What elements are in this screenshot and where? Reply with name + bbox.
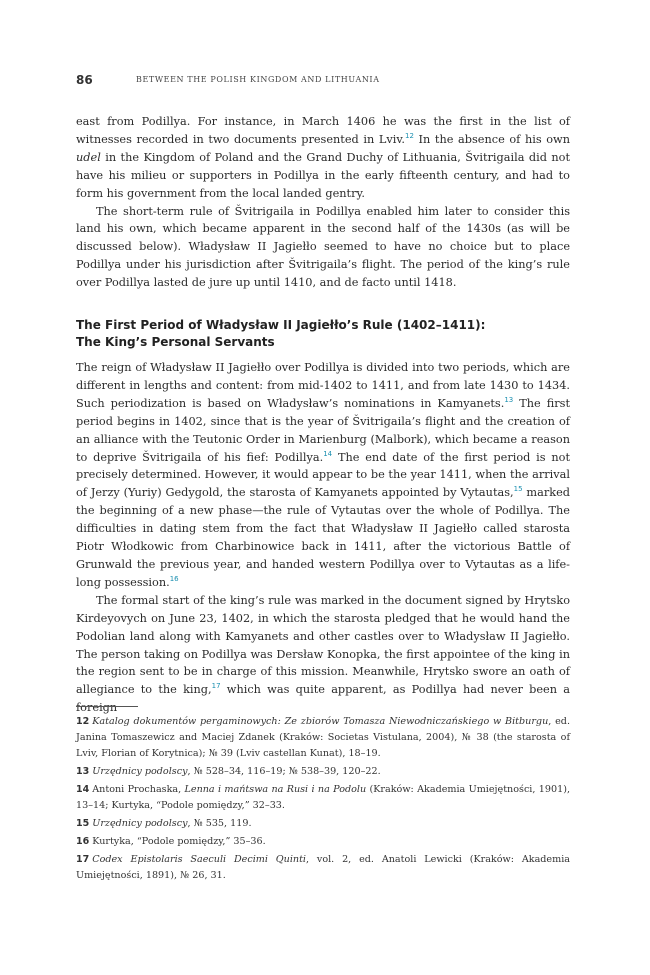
footnote-text: , ed. Janina Tomaszewicz and Maciej Zdanek (Kraków: Societas Vistulana, 2004), № 38 (the starosta of Lviv, Florian of Korytnica); № 39 (Lviv castellan Kunat), 18–19. <box>76 716 570 759</box>
footnote-ref-16[interactable]: 16 <box>169 575 179 584</box>
footnote-ref-14[interactable]: 14 <box>323 449 333 458</box>
heading-line-1: The First Period of Władysław II Jagiełło’s Rule (1402–1411): <box>76 318 486 332</box>
italic-term: udel <box>76 150 101 164</box>
footnote-text: Kurtyka, “Podole pomiędzy,” 35–36. <box>92 836 266 847</box>
footnote-italic: Urzędnicy podolscy <box>92 818 188 829</box>
footnote-number: 16 <box>76 836 90 847</box>
footnote-number: 13 <box>76 766 90 777</box>
paragraph-1 <box>76 113 570 203</box>
paragraph-2: The short-term rule of Švitrigaila in Podillya enabled him later to consider this land his own, which became apparent in the second half of the 1430s (as will be discussed below). Władysław II Jagiełło seemed to have no choice but to place Podillya under his jurisdiction after Švitrigaila’s flight. The period of the king’s rule over Podillya lasted de jure up until 1410, and de facto until 1418. <box>76 204 570 290</box>
footnote-17 <box>76 852 570 884</box>
footnote-italic: Lenna i mańtswa na Rusi i na Podolu <box>184 784 367 795</box>
section-heading <box>76 317 570 351</box>
text-span: east from Podillya. For instance, in March 1406 he was the first in the list of witnesses recorded in two documents presented in Lviv. <box>76 115 570 146</box>
footnote-number: 14 <box>76 784 90 795</box>
footnote-divider <box>76 706 138 707</box>
footnotes <box>76 714 570 886</box>
text-span: The first period begins in 1402, since that is the year of Švitrigaila’s flight and the creation of an alliance with the Teutonic Order in Marienburg (Malbork), which became a reason to deprive Švitrigaila of his fief: Podillya. <box>76 396 571 464</box>
text-span: marked the beginning of a new phase—the rule of Vytautas over the whole of Podillya. The difficulties in dating stem from the fact that Władysław II Jagiełło called starosta Piotr Włodkowic from Charbinowice back in 1411, after the victorious Battle of Grunwald the previous year, and handed western Podillya over to Vytautas as a life-long possession. <box>76 486 570 589</box>
footnote-ref-15[interactable]: 15 <box>513 485 523 494</box>
page-number: 86 <box>76 73 93 87</box>
footnote-number: 15 <box>76 818 90 829</box>
footnote-number: 17 <box>76 854 90 865</box>
footnote-13 <box>76 764 570 780</box>
footnote-text: Antoni Prochaska, <box>92 784 185 795</box>
footnote-16 <box>76 834 570 850</box>
footnote-number: 12 <box>76 716 90 727</box>
paragraph-3 <box>76 359 570 592</box>
footnote-12 <box>76 714 570 762</box>
text-span: in the Kingdom of Poland and the Grand Duchy of Lithuania, Švitrigaila did not have his milieu or supporters in Podillya in the early fifteenth century, and had to form his government from the local landed gentry. <box>76 150 570 200</box>
footnote-14 <box>76 782 570 814</box>
footnote-text: , № 535, 119. <box>187 818 252 829</box>
page-header <box>76 73 570 89</box>
text-span: The end date of the first period is not precisely determined. However, it would appear to be the year 1411, when the arrival of Jerzy (Yuriy) Gedygold, the starosta of Kamyanets appointed by Vytautas, <box>76 450 570 500</box>
footnote-15 <box>76 816 570 832</box>
paragraph-4 <box>76 592 570 717</box>
heading-line-2: The King’s Personal Servants <box>76 335 275 349</box>
footnote-text: (Kraków: Akademia Umiejętności, 1901), 13–14; Kurtyka, “Podole pomiędzy,” 32–33. <box>76 784 570 811</box>
footnote-italic: Urzędnicy podolscy <box>92 766 188 777</box>
body-text-lower <box>76 359 570 717</box>
running-title: BETWEEN THE POLISH KINGDOM AND LITHUANIA <box>136 75 380 84</box>
footnote-ref-17[interactable]: 17 <box>211 682 221 691</box>
footnote-text: , № 528–34, 116–19; № 538–39, 120–22. <box>187 766 381 777</box>
footnote-ref-13[interactable]: 13 <box>504 396 514 405</box>
footnote-ref-12[interactable]: 12 <box>405 132 414 141</box>
footnote-italic: Codex Epistolaris Saeculi Decimi Quinti <box>92 854 306 865</box>
text-span: In the absence of his own <box>413 132 571 146</box>
footnote-italic: Katalog dokumentów pergaminowych: Ze zbiorów Tomasza Niewodniczańskiego w Bitburgu <box>92 716 549 727</box>
footnote-text: , vol. 2, ed. Anatoli Lewicki (Kraków: Akademia Umiejętności, 1891), № 26, 31. <box>76 854 570 881</box>
text-span: The formal start of the king’s rule was marked in the document signed by Hrytsko Kirdeyovych on June 23, 1402, in which the starosta pledged that he would hand the Podolian land along with Kamyanets and other castles over to Władysław II Jagiełło. The person taking on Podillya was Dersław Konopka, the first appointee of the king in the region sent to be in charge of this mission. Meanwhile, Hrytsko swore an oath of allegiance to the king, <box>76 593 570 697</box>
text-span: which was quite apparent, as Podillya had never been a foreign <box>76 683 570 715</box>
text-span: The reign of Władysław II Jagiełło over Podillya is divided into two periods, which are different in lengths and content: from mid-1402 to 1411, and from late 1430 to 1434. Such periodization is based on Władysław’s nominations in Kamyanets. <box>76 361 570 410</box>
body-text-upper <box>76 113 570 292</box>
